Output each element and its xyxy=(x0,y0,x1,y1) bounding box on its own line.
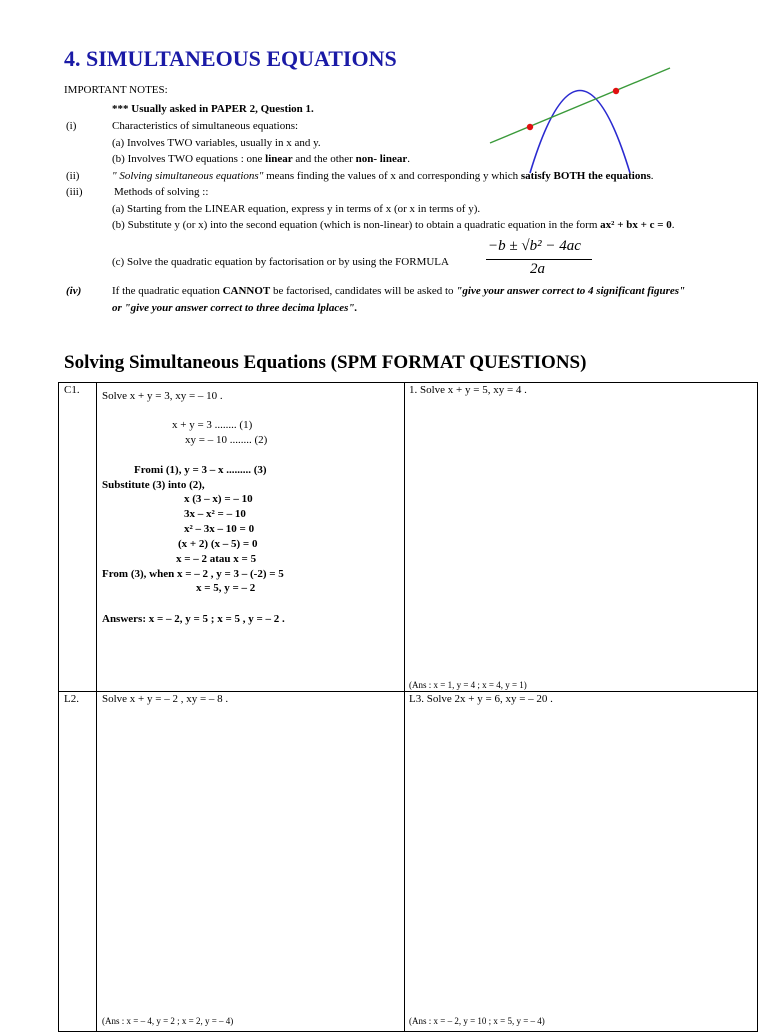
note-iv-pre: If the quadratic equation xyxy=(112,285,223,297)
note-iv-text xyxy=(112,285,685,297)
note-iii-label: (iii) xyxy=(66,186,83,198)
note-i-a: (a) Involves TWO variables, usually in x and y. xyxy=(112,137,321,149)
l2-label: L2. xyxy=(64,693,79,705)
c1-answers: Answers: x = – 2, y = 5 ; x = 5 , y = – 2 . xyxy=(102,613,285,625)
note-iii-b-formula: ax² + bx + c = 0 xyxy=(600,219,672,231)
note-iii-a: (a) Starting from the LINEAR equation, express y in terms of x (or x in terms of y). xyxy=(112,203,481,215)
note-ii-end: . xyxy=(650,170,654,182)
note-ii-mid: means finding the values of x and corresponding y which xyxy=(263,170,521,182)
note-iii-b xyxy=(112,219,675,231)
l2-question: Solve x + y = – 2 , xy = – 8 . xyxy=(102,693,229,705)
l3-answer: (Ans : x = – 2, y = 10 ; x = 5, y = – 4) xyxy=(409,1016,545,1026)
note-ii-text xyxy=(112,170,654,182)
c1-step-7: x = – 2 atau x = 5 xyxy=(176,553,257,565)
l3-question: Solve 2x + y = 6, xy = – 20 . xyxy=(426,693,553,705)
note-ii-italic: " Solving simultaneous equations" xyxy=(112,170,264,182)
note-iv-quote1: "give your answer correct to 4 significant figures" xyxy=(456,285,686,297)
c1-step-9: x = 5, y = – 2 xyxy=(196,582,256,594)
c1-step-3: x (3 – x) = – 10 xyxy=(184,493,253,505)
row-divider xyxy=(58,691,758,692)
q1-question-row xyxy=(409,384,527,396)
notes-heading: IMPORTANT NOTES: xyxy=(64,84,168,96)
c1-step-6: (x + 2) (x – 5) = 0 xyxy=(178,538,258,550)
formula-numerator: −b ± √b² − 4ac xyxy=(488,238,581,254)
note-iii-text: Methods of solving :: xyxy=(114,186,209,198)
note-iv-line2: or "give your answer correct to three decima lplaces". xyxy=(112,302,358,314)
label-column-divider xyxy=(96,382,97,1032)
l3-label: L3. xyxy=(409,693,424,705)
c1-step-1: Fromi (1), y = 3 – x ......... (3) xyxy=(134,464,267,476)
center-column-divider xyxy=(404,382,405,1032)
q1-answer: (Ans : x = 1, y = 4 ; x = 4, y = 1) xyxy=(409,680,527,690)
q1-label: 1. xyxy=(409,384,418,396)
intersection-point-right xyxy=(613,88,619,94)
note-iv-mid: be factorised, candidates will be asked to xyxy=(270,285,457,297)
note-iii-b-end: . xyxy=(671,219,675,231)
note-i-b-end: . xyxy=(407,153,410,165)
page-title: 4. SIMULTANEOUS EQUATIONS xyxy=(64,46,397,71)
q1-question: Solve x + y = 5, xy = 4 . xyxy=(420,384,527,396)
c1-label: C1. xyxy=(64,384,80,396)
straight-line xyxy=(490,68,670,143)
note-i-b-linear: linear xyxy=(265,153,293,165)
formula-fraction-bar xyxy=(486,259,592,260)
note-i-b-mid: and the other xyxy=(292,153,356,165)
note-iv-label: (iv) xyxy=(66,285,82,297)
l2-answer: (Ans : x = – 4, y = 2 ; x = 2, y = – 4) xyxy=(102,1016,234,1026)
formula-denominator: 2a xyxy=(530,261,545,277)
c1-eq1: x + y = 3 ........ (1) xyxy=(172,419,253,431)
note-iv-cannot: CANNOT xyxy=(222,285,271,297)
note-i-b-pre: (b) Involves TWO equations : one xyxy=(112,153,266,165)
note-ii-label: (ii) xyxy=(66,170,80,182)
note-i-label: (i) xyxy=(66,120,77,132)
l3-question-row xyxy=(409,693,553,705)
curve-line-intersection-figure xyxy=(485,48,685,178)
c1-step-4: 3x – x² = – 10 xyxy=(184,508,246,520)
c1-question: Solve x + y = 3, xy = – 10 . xyxy=(102,390,223,402)
section-title: Solving Simultaneous Equations (SPM FORMAT QUESTIONS) xyxy=(64,352,587,373)
note-i-b xyxy=(112,153,410,165)
intersection-point-left xyxy=(527,124,533,130)
c1-step-2: Substitute (3) into (2), xyxy=(102,479,205,491)
note-i-b-nonlinear: non- linear xyxy=(355,153,408,165)
c1-step-8: From (3), when x = – 2 , y = 3 – (-2) = 5 xyxy=(102,568,284,580)
note-i-text: Characteristics of simultaneous equations: xyxy=(112,120,299,132)
notes-usually: *** Usually asked in PAPER 2, Question 1. xyxy=(112,103,314,115)
c1-eq2: xy = – 10 ........ (2) xyxy=(185,434,268,446)
parabola-curve xyxy=(530,91,630,174)
note-ii-bold: satisfy BOTH the equations xyxy=(520,170,651,182)
c1-step-5: x² – 3x – 10 = 0 xyxy=(184,523,255,535)
note-iii-b-pre: (b) Substitute y (or x) into the second equation (which is non-linear) to obtain a quadratic equation in the form xyxy=(112,219,601,231)
note-iii-c: (c) Solve the quadratic equation by factorisation or by using the FORMULA xyxy=(112,256,449,268)
